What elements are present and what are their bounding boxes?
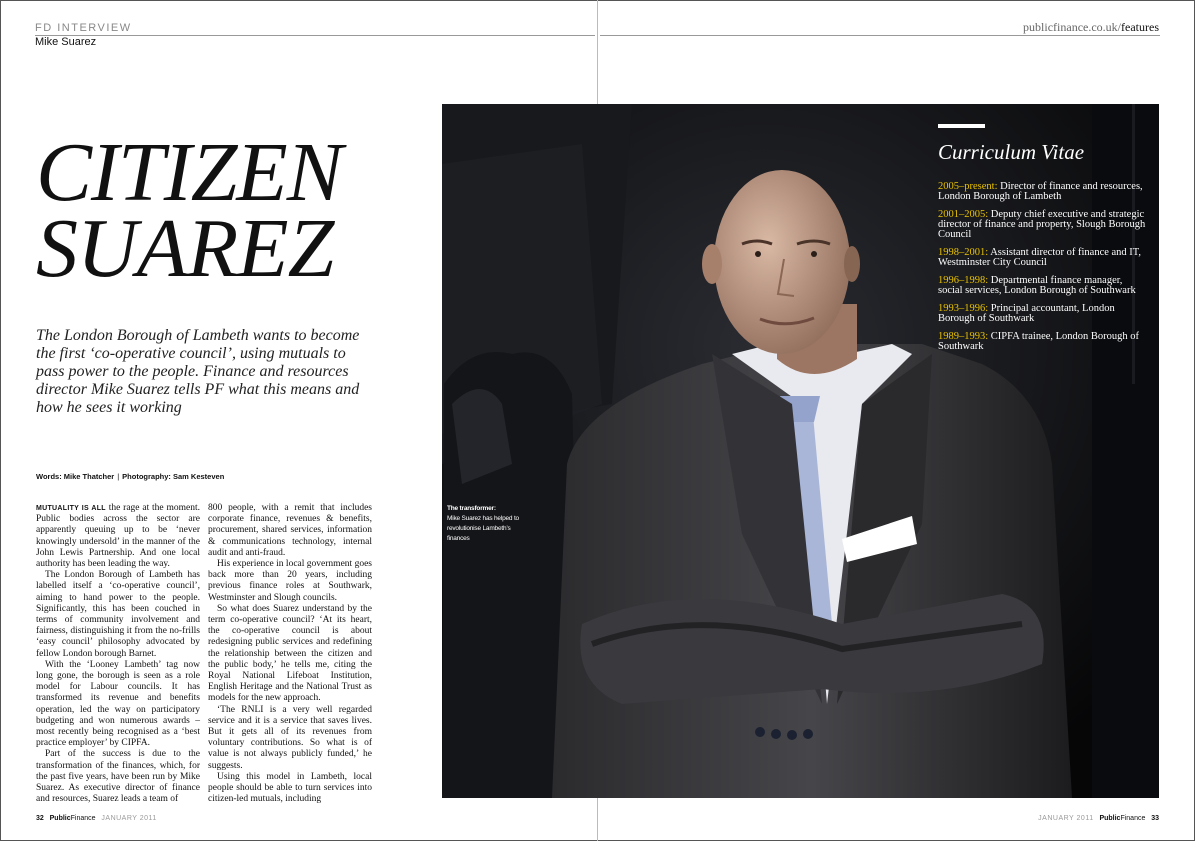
headline-line2: SUAREZ: [36, 202, 334, 295]
body-paragraph: His experience in local government goes back more than 20 years, including previous finance roles at Southwark, Westminster and Slough councils.: [208, 559, 372, 603]
cv-accent-rule: [938, 124, 985, 128]
caption-title: The transformer:: [447, 505, 496, 512]
site-url: [1023, 20, 1159, 35]
portrait-photo: [442, 104, 1159, 798]
photo-caption: [447, 504, 527, 544]
magazine-name-rest: Finance: [70, 815, 96, 822]
body-paragraph: The London Borough of Lambeth has labelled itself a ‘co-operative council’, aiming to hand power to the people. Significantly, this has been couched in terms of community involvement and fairness, distinguishing it from the no-frills ‘easy council’ philosophy advocated by fellow London borough Barnet.: [36, 570, 200, 659]
cv-role: Assistant director of finance and IT, Westminster City Council: [938, 247, 1142, 268]
footer-right: [1038, 815, 1159, 822]
cv-role: Departmental finance manager, social services, London Borough of Southwark: [938, 275, 1136, 296]
url-section: features: [1121, 20, 1159, 34]
url-domain: publicfinance.co.uk/: [1023, 20, 1122, 34]
body-paragraph: So what does Suarez understand by the term co-operative council? ‘At its heart, the co-operative council is about redesigning public services and redefining the relationship between the citizen and the public body,’ he tells me, citing the Royal National Lifeboat Institution, English Heritage and the National Trust as models for the new approach.: [208, 603, 372, 704]
cv-panel: [938, 124, 1148, 360]
cv-years: 1989–1993:: [938, 331, 989, 342]
section-name: Mike Suarez: [35, 36, 97, 48]
body-paragraph: [36, 503, 200, 570]
body-column-1: [36, 503, 200, 805]
page-number: 33: [1151, 815, 1159, 822]
cv-role: Director of finance and resources, London Borough of Lambeth: [938, 181, 1143, 202]
cv-years: 1996–1998:: [938, 275, 989, 286]
issue-date: JANUARY 2011: [101, 815, 157, 822]
right-header-rule: [600, 35, 1160, 36]
issue-date: JANUARY 2011: [1038, 815, 1094, 822]
body-column-2: [208, 503, 372, 805]
caption-text: Mike Suarez has helped to revolutionise Lambeth’s finances: [447, 515, 519, 542]
body-paragraph: With the ‘Looney Lambeth’ tag now long gone, the borough is seen as a role model for Labour councils. It has transformed its revenue and benefits operation, led the way on participatory budgeting and won numerous awards – most recently being recognised as a ‘best practice employer’ by CIPFA.: [36, 659, 200, 749]
headline: [36, 126, 436, 295]
cv-role: CIPFA trainee, London Borough of Southwark: [938, 331, 1140, 352]
body-paragraph: 800 people, with a remit that includes corporate finance, revenues & benefits, procurement, shared services, information & communications technology, internal audit and anti-fraud.: [208, 503, 372, 558]
paragraph-text: the rage at the moment. Public bodies across the sector are apparently queuing up to be ‘never knowingly undersold’ in the manner of the John Lewis Partnership. And one local authority has been leading the way.: [36, 503, 200, 570]
cv-title: Curriculum Vitae: [938, 140, 1085, 164]
cv-item: [938, 248, 1148, 268]
cv-role: Principal accountant, London Borough of Southwark: [938, 303, 1115, 324]
headline-line1: CITIZEN: [36, 126, 342, 219]
cv-item: [938, 332, 1148, 352]
cv-years: 1993–1996:: [938, 303, 989, 314]
byline-separator: |: [117, 472, 120, 481]
byline: [36, 472, 224, 481]
magazine-name-bold: Public: [49, 815, 71, 822]
body-paragraph: Part of the success is due to the transformation of the finances, which, for the past five years, have been run by Mike Suarez. As executive director of finance and resources, Suarez leads a team of: [36, 749, 200, 805]
cv-item: [938, 276, 1148, 296]
page-number: 32: [36, 815, 44, 822]
cv-list: [938, 182, 1148, 352]
byline-words: Words: Mike Thatcher: [36, 472, 115, 481]
left-header-rule: [35, 35, 595, 36]
section-tag: FD INTERVIEW: [35, 22, 132, 34]
standfirst: The London Borough of Lambeth wants to become the first ‘co-operative council’, using mutuals to pass power to the people. Finance and resources director Mike Suarez tells PF what this means and how he sees it working: [36, 327, 360, 416]
magazine-name-rest: Finance: [1120, 815, 1146, 822]
body-paragraph: Using this model in Lambeth, local people should be able to turn services into citizen-led mutuals, including: [208, 771, 372, 805]
cv-years: 2001–2005:: [938, 209, 989, 220]
byline-photography: Photography: Sam Kesteven: [122, 472, 225, 481]
cv-item: [938, 304, 1148, 324]
cv-years: 1998–2001:: [938, 247, 989, 258]
cv-item: [938, 210, 1148, 240]
cv-years: 2005–present:: [938, 181, 998, 192]
lead-in: MUTUALITY IS ALL: [36, 505, 106, 512]
cv-role: Deputy chief executive and strategic director of finance and property, Slough Borough Council: [938, 209, 1146, 240]
magazine-name-bold: Public: [1099, 815, 1121, 822]
footer-left: [36, 815, 157, 822]
body-paragraph: ‘The RNLI is a very well regarded service and it is a service that saves lives. But it gets all of its revenues from voluntary contributions. So what is of value is not always publicly funded,’ he suggests.: [208, 704, 372, 771]
cv-item: [938, 182, 1148, 202]
